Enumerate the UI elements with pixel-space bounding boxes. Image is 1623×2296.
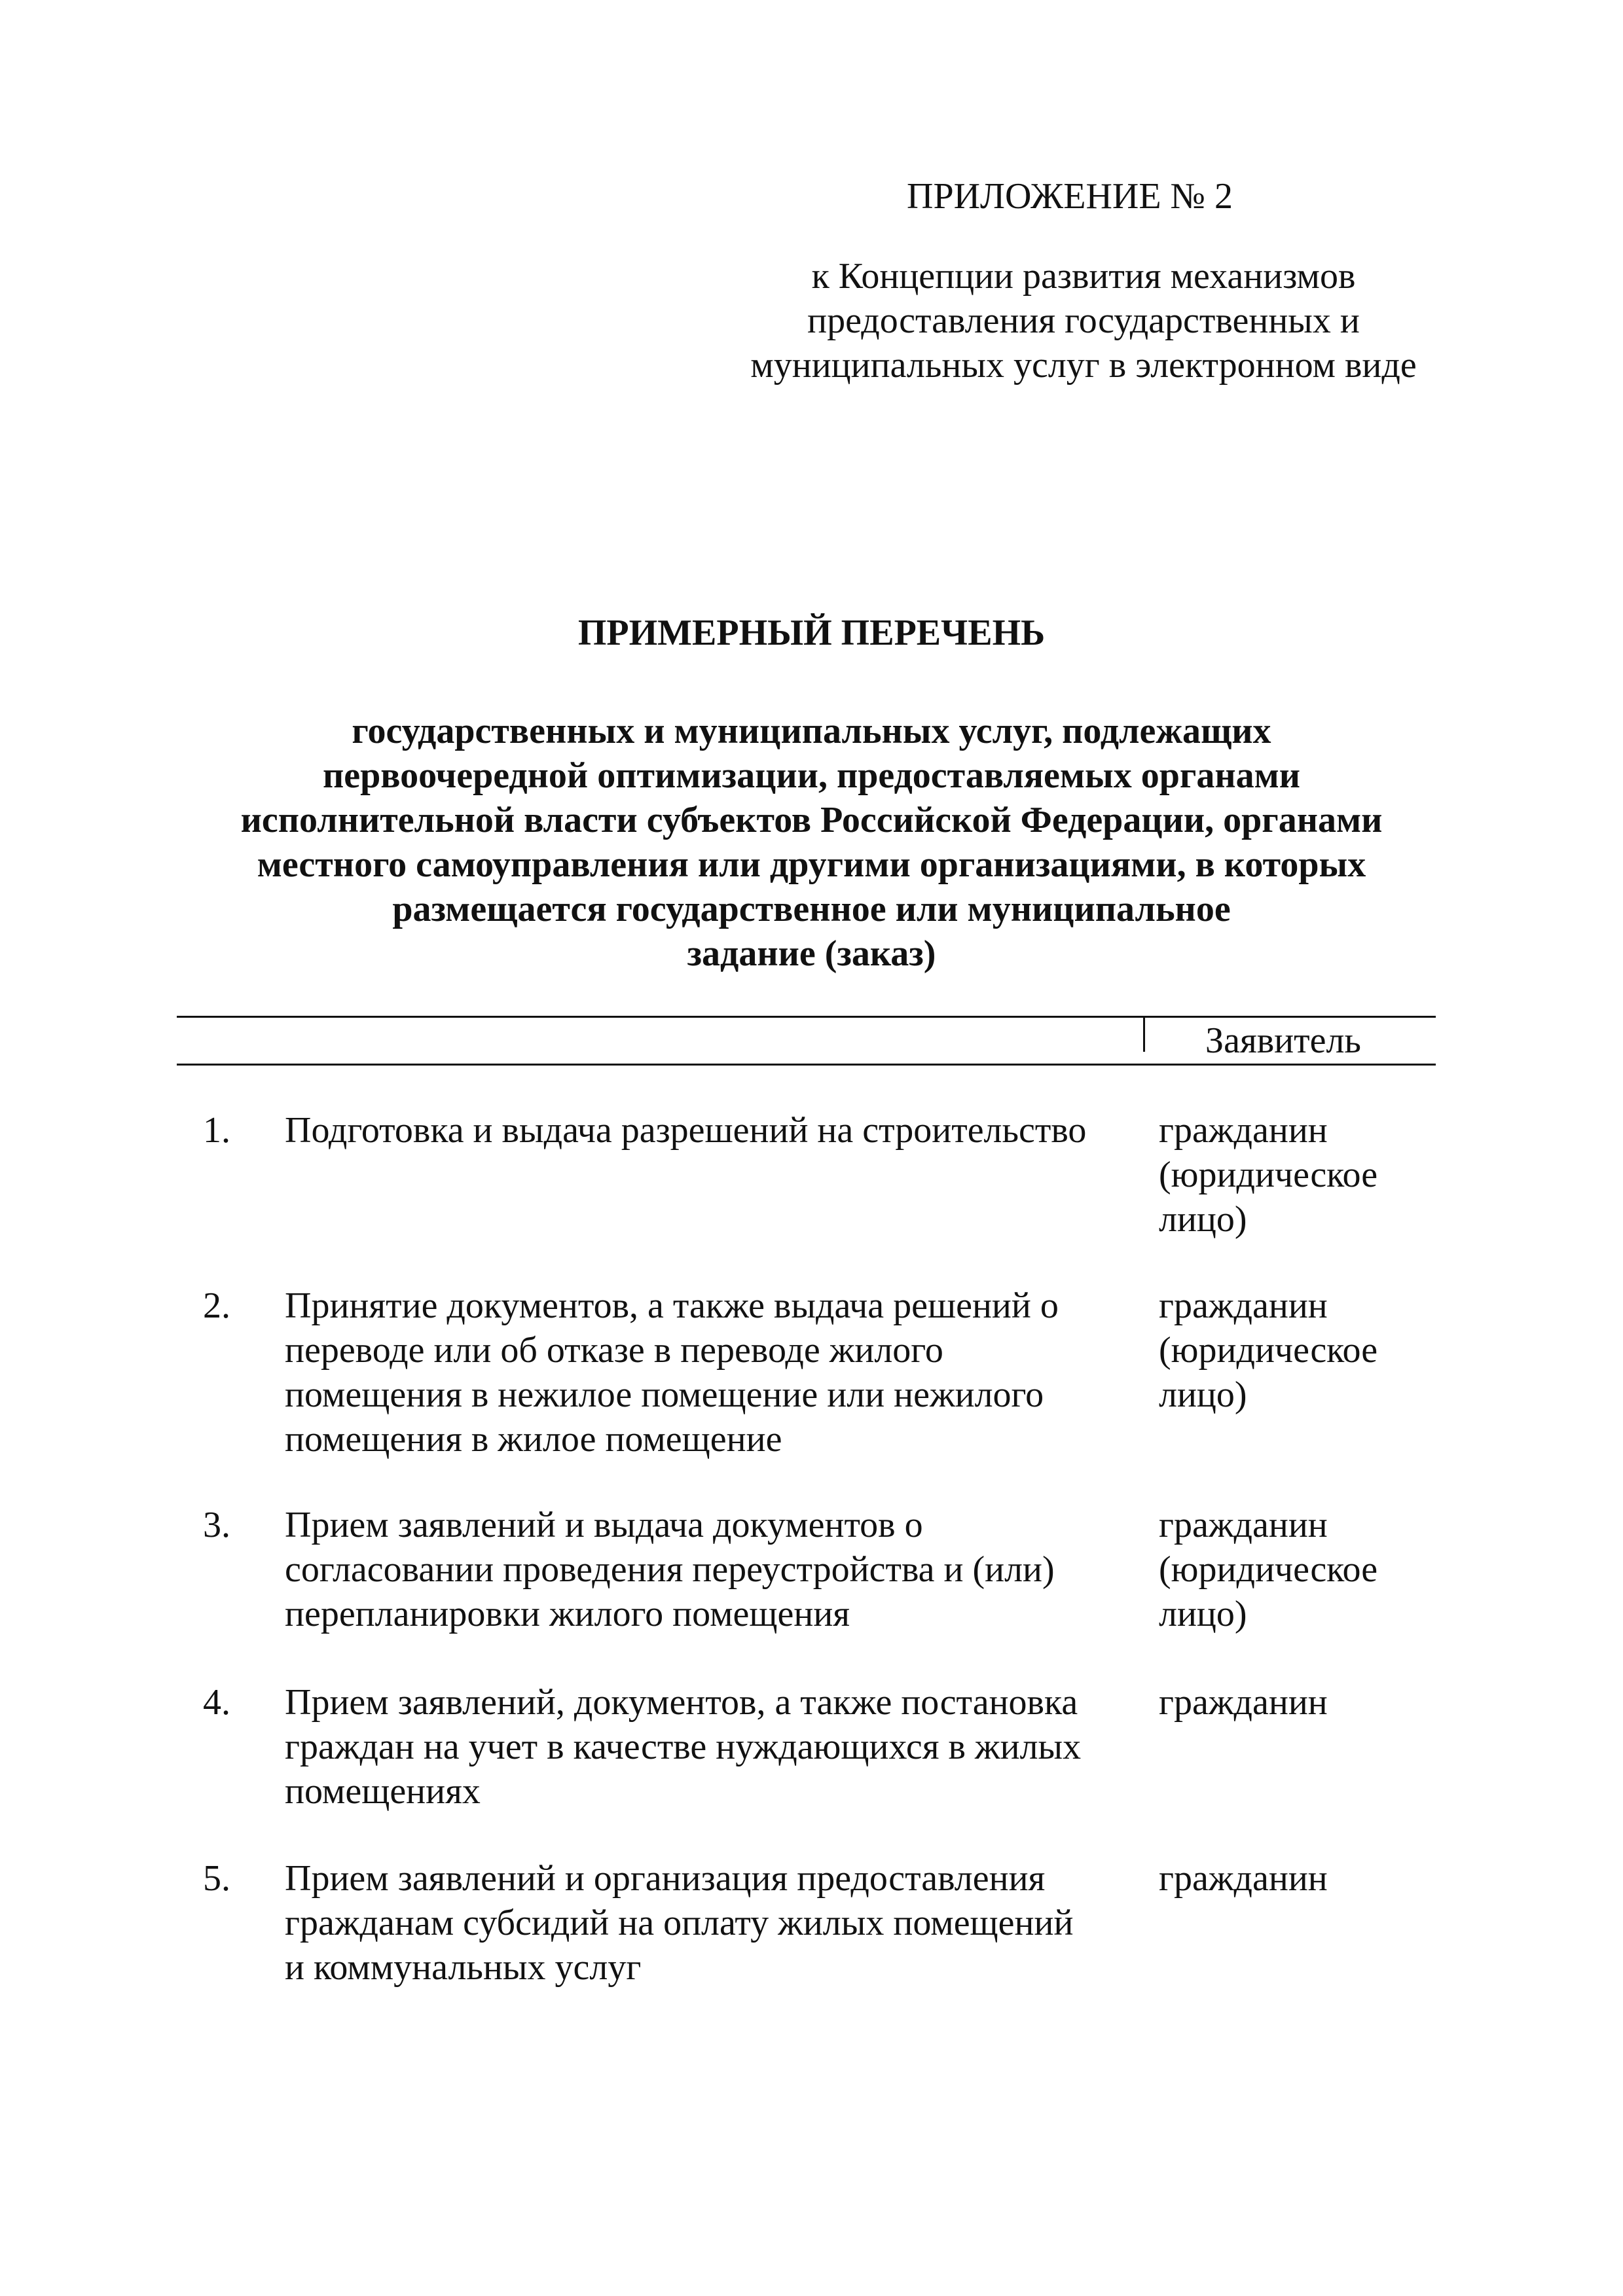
service-line: Прием заявлений и организация предоставления <box>285 1858 1046 1899</box>
service-description <box>285 1680 1149 1814</box>
applicant-line: лицо) <box>1159 1374 1247 1415</box>
subtitle-line: местного самоуправления или другими организациями, в которых <box>257 844 1366 885</box>
subtitle-line: исполнительной власти субъектов Российской Федерации, органами <box>240 800 1383 840</box>
applicant-line: лицо) <box>1159 1199 1247 1240</box>
applicant-line: лицо) <box>1159 1594 1247 1634</box>
service-line: Прием заявлений, документов, а также постановка <box>285 1682 1078 1723</box>
subtitle-line: государственных и муниципальных услуг, подлежащих <box>352 711 1271 751</box>
applicant-cell <box>1159 1108 1434 1242</box>
applicant-line: гражданин <box>1159 1505 1328 1545</box>
service-line: Подготовка и выдача разрешений на строительство <box>285 1110 1087 1151</box>
service-line: граждан на учет в качестве нуждающихся в жилых <box>285 1727 1082 1767</box>
applicant-cell <box>1159 1503 1434 1636</box>
applicant-line: гражданин <box>1159 1285 1328 1326</box>
applicant-cell <box>1159 1680 1434 1725</box>
document-subtitle <box>0 709 1623 976</box>
appendix-subtitle-line: муниципальных услуг в электронном виде <box>750 345 1417 386</box>
row-number: 1. <box>203 1110 230 1151</box>
service-description <box>285 1108 1149 1153</box>
subtitle-line: задание (заказ) <box>687 933 936 974</box>
service-line: помещения в жилое помещение <box>285 1419 782 1460</box>
applicant-line: (юридическое <box>1159 1549 1378 1590</box>
subtitle-line: размещается государственное или муниципальное <box>392 889 1231 929</box>
row-number: 5. <box>203 1858 230 1899</box>
table-header <box>177 1016 1436 1066</box>
column-divider <box>1143 1018 1145 1052</box>
appendix-subtitle-line: к Концепции развития механизмов <box>811 256 1356 296</box>
applicant-line: (юридическое <box>1159 1155 1378 1195</box>
service-description <box>285 1856 1149 1990</box>
service-line: гражданам субсидий на оплату жилых помещений <box>285 1903 1074 1943</box>
subtitle-line: первоочередной оптимизации, предоставляемых органами <box>322 755 1301 796</box>
service-description <box>285 1283 1149 1462</box>
service-description <box>285 1503 1149 1636</box>
service-line: согласовании проведения переустройства и (или) <box>285 1549 1055 1590</box>
service-line: Принятие документов, а также выдача решений о <box>285 1285 1059 1326</box>
service-line: и коммунальных услуг <box>285 1947 642 1988</box>
service-line: перепланировки жилого помещения <box>285 1594 850 1634</box>
applicant-cell <box>1159 1283 1434 1417</box>
applicant-line: (юридическое <box>1159 1330 1378 1371</box>
row-number: 3. <box>203 1505 230 1545</box>
appendix-subtitle <box>707 254 1460 387</box>
document-title: ПРИМЕРНЫЙ ПЕРЕЧЕНЬ <box>577 613 1046 653</box>
appendix-subtitle-line: предоставления государственных и <box>807 300 1360 341</box>
service-line: помещениях <box>285 1771 481 1812</box>
applicant-line: гражданин <box>1159 1858 1328 1899</box>
row-number: 4. <box>203 1682 230 1723</box>
service-line: переводе или об отказе в переводе жилого <box>285 1330 943 1371</box>
applicant-line: гражданин <box>1159 1110 1328 1151</box>
applicant-column-header: Заявитель <box>1205 1020 1361 1061</box>
service-line: помещения в нежилое помещение или нежилого <box>285 1374 1044 1415</box>
applicant-line: гражданин <box>1159 1682 1328 1723</box>
applicant-cell <box>1159 1856 1434 1901</box>
row-number: 2. <box>203 1285 230 1326</box>
appendix-title: ПРИЛОЖЕНИЕ № 2 <box>907 176 1233 217</box>
service-line: Прием заявлений и выдача документов о <box>285 1505 923 1545</box>
